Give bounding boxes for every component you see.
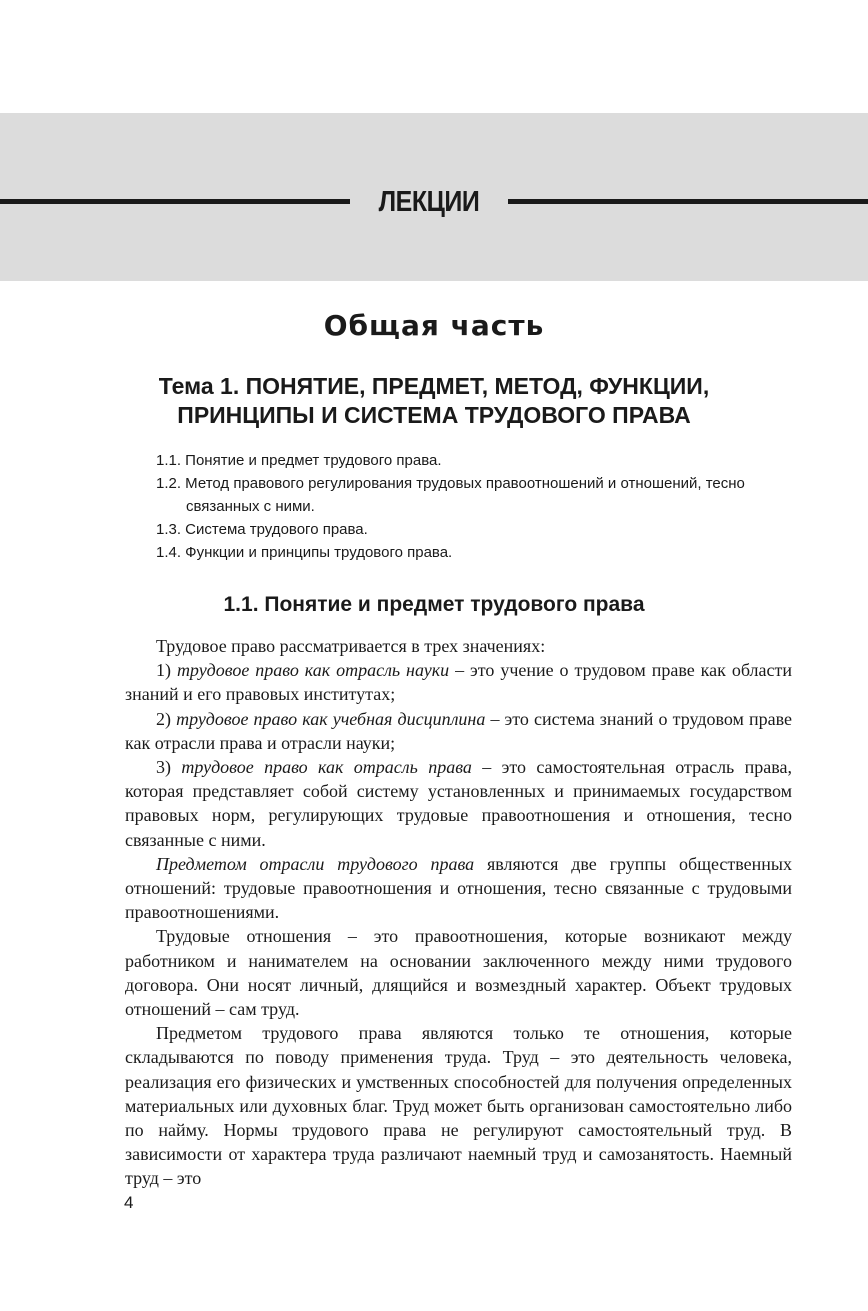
banner-rule-right (508, 199, 868, 204)
paragraph-meaning-3 (125, 755, 792, 852)
body-text (125, 634, 792, 1191)
topic-title-line-2: ПРИНЦИПЫ И СИСТЕМА ТРУДОВОГО ПРАВА (177, 402, 691, 428)
page-number: 4 (124, 1193, 134, 1212)
paragraph-meaning-2 (125, 707, 792, 755)
paragraph-meaning-1 (125, 658, 792, 706)
paragraph-text: являются две группы общественных отношений: трудовые правоотношения и отношения, тесно связанные с трудовыми правоотношениями. (125, 853, 792, 923)
italic-term: трудовое право как учебная дисциплина (176, 708, 486, 729)
list-number: 1) (156, 660, 171, 681)
list-number: 3) (156, 757, 171, 778)
paragraph-labor-relations: Трудовые отношения – это правоотношения, которые возникают между работником и нанимателем на основании заключенного между ними трудового договора. Они носят личный, длящийся и возмездный характер. Объект трудовых отношений – сам труд. (125, 926, 792, 1020)
toc-item: 1.1. Понятие и предмет трудового права. (156, 452, 442, 469)
italic-term: трудовое право как отрасль науки (176, 660, 450, 681)
paragraph-subject (125, 852, 792, 925)
section-heading: 1.1. Понятие и предмет трудового права (223, 593, 645, 616)
paragraph-text: – это самостоятельная отрасль права, которая представляет собой систему установленных и принимаемых государством правовых норм, регулирующих трудовые правоотношения и отношения, тесно связанные с ними. (125, 757, 792, 850)
paragraph-intro: Трудовое право рассматривается в трех значениях: (156, 636, 546, 656)
toc-item: 1.3. Система трудового права. (156, 521, 368, 538)
topic-title (0, 372, 868, 430)
paragraph-subject-of-law: Предметом трудового права являются только те отношения, которые складываются по поводу применения труда. Труд – это деятельность человека, реализация его физических и умственных способностей для получения определенных материальных или духовных благ. Труд может быть организован самостоятельно либо по найму. Нормы трудового права не регулируют самостоятельный труд. В зависимости от характера труда различают наемный труд и самозанятость. Наемный труд – это (125, 1023, 792, 1189)
topic-title-line-1: Тема 1. ПОНЯТИЕ, ПРЕДМЕТ, МЕТОД, ФУНКЦИИ, (158, 373, 710, 399)
topic-contents-list (156, 449, 792, 564)
paragraph-text: – это система знаний о трудовом праве как отрасли права и отрасли науки; (125, 708, 793, 753)
toc-item: 1.4. Функции и принципы трудового права. (156, 544, 453, 561)
list-number: 2) (156, 708, 171, 729)
part-title: Общая часть (323, 309, 545, 342)
paragraph-text: – это учение о трудовом праве как области знаний и его правовых институтах; (125, 660, 792, 705)
italic-term: Предметом отрасли трудового права (156, 853, 475, 874)
banner-rule-left (0, 199, 350, 204)
toc-item: 1.2. Метод правового регулирования трудовых правоотношений и отношений, тесно связанных с ними. (156, 475, 745, 515)
banner-title: ЛЕКЦИИ (378, 186, 480, 218)
italic-term: трудовое право как отрасль права (181, 757, 472, 778)
